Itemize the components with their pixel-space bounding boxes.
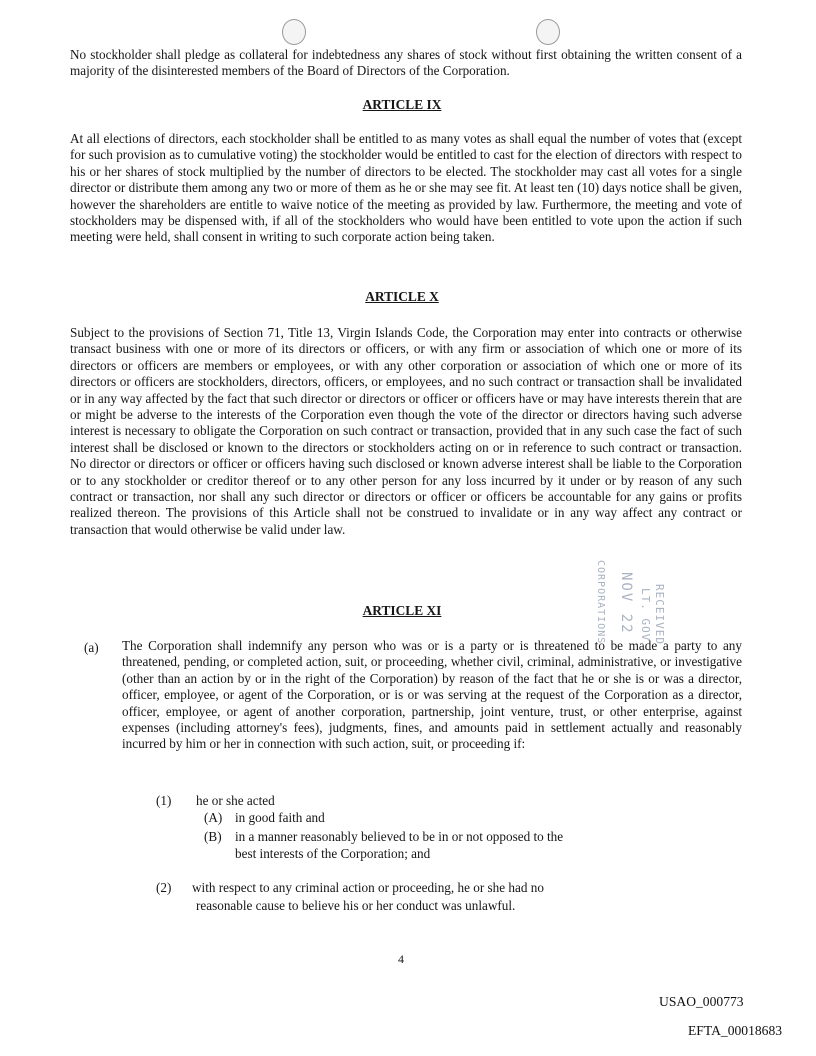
article-xi-heading: ARTICLE XI <box>362 603 442 618</box>
sub-1b-line2: best interests of the Corporation; and <box>235 846 431 861</box>
article-x-text: Subject to the provisions of Section 71, Title 13, Virgin Islands Code, the Corporation may enter into contracts or otherwise transact business with one or more of its directors or officers, or with any firm or association of which one or more of its directors or officers are members or employees, or with any other corporation or association of which one or more of its directors or officers are stockholders, directors, officers, or employees, and no such contract or transaction shall be invalidated or in any way affected by the fact that such director or directors or officer or officers have or may have interests therein that are or might be adverse to the interests of the Corporation even though the vote of the director or directors having such adverse interest is necessary to obligate the Corporation on such contract or transaction, provided that in any such case the fact of such interest shall be disclosed or known to the directors or stockholders acting on or in reference to such contract or transaction. No director or directors or officer or officers having such disclosed or known adverse interest shall be liable to the Corporation or to any stockholder or creditor thereof or to any other person for any loss incurred by it under or by reason of any such contract or transaction, nor shall any such director or directors or officer or officers be accountable for any gains or profits realized thereon. The provisions of this Article shall not be construed to invalidate or in any way affect any contract or transaction that would otherwise be valid under law. <box>70 325 742 537</box>
sub-1b-line1: in a manner reasonably believed to be in or not opposed to the <box>235 829 564 844</box>
article-ix-text: At all elections of directors, each stockholder shall be entitled to as many votes as shall equal the number of votes that (except for such provision as to cumulative voting) the stockholder would be entitled to cast for the election of directors with respect to his or her shares of stock multiplied by the number of directors to be elected. The stockholder may cast all votes for a single director or distribute them among any two or more of them as he or she may see fit. At least ten (10) days notice shall be given, however the shareholders are entitle to waive notice of the meeting as provided by law. Furthermore, the meeting and vote of stockholders may be dispensed with, if all of the stockholders who would have been entitled to vote upon the action if such meeting were held, shall consent in writing to such corporate action being taken. <box>70 131 742 245</box>
stamp-line4: CORPORATIONS <box>595 560 606 645</box>
intro-paragraph: No stockholder shall pledge as collateral for indebtedness any shares of stock without first obtaining the written consent of a majority of the disinterested members of the Board of Directors of the Corporation. <box>70 47 742 79</box>
stamp-line1: RECEIVED <box>653 584 666 645</box>
sub-1b-label: (B) <box>204 829 222 844</box>
bates-usao: USAO_000773 <box>659 994 744 1009</box>
sub-2-line1: with respect to any criminal action or proceeding, he or she had no <box>192 880 544 895</box>
sub-2-label: (2) <box>156 880 172 895</box>
punch-hole-right <box>536 19 560 45</box>
stamp-line3: NOV 22 <box>618 572 634 635</box>
bates-efta: EFTA_00018683 <box>688 1023 783 1038</box>
sub-1a-text: in good faith and <box>235 810 325 825</box>
sub-1-text: he or she acted <box>196 793 275 808</box>
sub-1a-label: (A) <box>204 810 223 825</box>
sub-1-label: (1) <box>156 793 172 808</box>
article-x-heading: ARTICLE X <box>365 289 439 304</box>
article-ix-heading: ARTICLE IX <box>362 97 442 112</box>
item-a-text: The Corporation shall indemnify any person who was or is a party or is threatened to be made a party to any threatened, pending, or completed action, suit, or proceeding, whether civil, criminal, administrative, or investigative (other than an action by or in the right of the Corporation) by reason of the fact that he or she is or was a director, officer, employee, or agent of the Corporation, or is or was serving at the request of the Corporation as a director, officer, employee, or agent of another corporation, partnership, joint venture, trust, or other enterprise, against expenses (including attorney's fees), judgments, fines, and amounts paid in settlement actually and reasonably incurred by him or her in connection with such action, suit, or proceeding if: <box>122 638 742 752</box>
punch-hole-left <box>282 19 306 45</box>
sub-2-line2: reasonable cause to believe his or her conduct was unlawful. <box>196 898 516 913</box>
stamp-line2: LT. GOV. <box>639 588 652 649</box>
item-a-label: (a) <box>84 640 99 655</box>
page-number: 4 <box>398 952 404 966</box>
